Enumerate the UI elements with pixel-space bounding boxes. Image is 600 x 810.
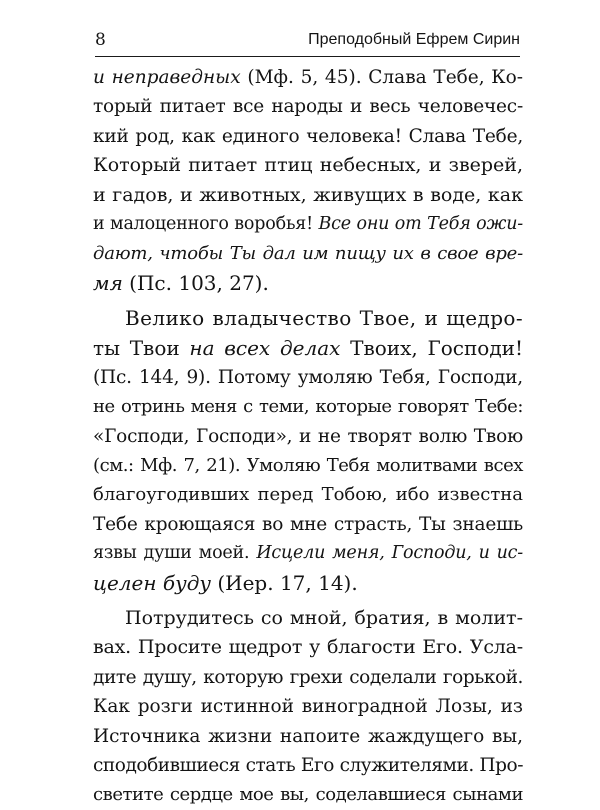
text-line	[93, 480, 523, 509]
text-line	[93, 210, 523, 239]
text-span: (см.: Мф. 7, 21). Умоляю Тебя молитвами всех	[93, 455, 523, 477]
body-text	[93, 63, 523, 810]
text-line	[93, 422, 523, 451]
text-span: Как розги истинной виноградной Лозы, из	[93, 696, 523, 718]
text-line	[93, 692, 523, 721]
italic-span: Исцели меня, Господи, и ис-	[256, 543, 523, 564]
text-line	[93, 304, 523, 333]
text-line	[93, 604, 523, 633]
text-span: ты Твои	[93, 335, 190, 360]
text-span: Тебе кроющаяся во мне страсть, Ты знаешь	[93, 513, 523, 535]
text-line	[93, 569, 523, 598]
text-line	[93, 539, 523, 568]
text-span: кий род, как единого человека! Слава Тебе,	[93, 125, 523, 147]
text-line	[93, 63, 523, 92]
italic-span: целен буду	[93, 570, 211, 595]
text-line	[93, 633, 523, 662]
text-span: торый питает все народы и весь человечес-	[93, 96, 523, 118]
text-line	[93, 780, 523, 809]
text-span: (Пс. 103, 27).	[122, 270, 269, 295]
text-line	[93, 510, 523, 539]
text-line	[93, 239, 523, 268]
text-line	[93, 451, 523, 480]
text-line	[93, 269, 523, 298]
text-line	[93, 92, 523, 121]
page-number: 8	[95, 30, 106, 50]
header-rule	[95, 56, 520, 57]
text-line	[93, 751, 523, 780]
text-span: «Господи, Господи», и не творят волю Твою	[93, 425, 523, 447]
paragraph	[93, 604, 523, 810]
text-line	[93, 181, 523, 210]
text-span: Источника жизни напоите жаждущего вы,	[93, 725, 523, 747]
text-line	[93, 392, 523, 421]
page-header	[95, 30, 520, 60]
text-line	[93, 122, 523, 151]
text-span: (Пс. 144, 9). Потому умоляю Тебя, Господи,	[93, 366, 523, 388]
text-span: язвы души моей.	[93, 543, 257, 564]
text-span: не отринь меня с теми, которые говорят Тебе:	[93, 396, 523, 418]
italic-span: и неправедных	[93, 67, 241, 88]
text-span: светите сердце мое вы, соделавшиеся сынами	[93, 784, 523, 806]
text-span: вах. Просите щедрот у благости Его. Усла-	[93, 636, 523, 659]
text-span: сподобившиеся стать Его служителями. Про-	[93, 754, 523, 776]
paragraph	[93, 304, 523, 598]
text-span: и гадов, и животных, живущих в воде, как	[93, 183, 523, 206]
text-span: и малоценного воробья!	[93, 213, 319, 234]
text-span: Который питает птиц небесных, и зверей,	[93, 154, 523, 177]
text-span: Потрудитесь со мной, братия, в молит-	[125, 607, 523, 630]
text-line	[93, 663, 523, 692]
italic-span: Все они от Тебя ожи-	[318, 213, 523, 234]
paragraph	[93, 63, 523, 298]
text-span: Твоих, Господи!	[340, 335, 523, 360]
running-title: Преподобный Ефрем Сирин	[308, 31, 520, 48]
text-line	[93, 722, 523, 751]
italic-span: мя	[93, 270, 123, 295]
text-span: (Мф. 5, 45). Слава Тебе, Ко-	[240, 67, 524, 88]
text-span: благоугодивших перед Тобою, ибо известна	[93, 484, 523, 506]
text-span: (Иер. 17, 14).	[210, 570, 358, 595]
text-line	[93, 363, 523, 392]
italic-span: дают, чтобы Ты дал им пищу их в свое вре-	[93, 243, 523, 265]
italic-span: на всех делах	[189, 335, 341, 360]
text-span: дите душу, которую грехи соделали горькой.	[93, 666, 523, 688]
text-line	[93, 151, 523, 180]
text-line	[93, 334, 523, 363]
text-span: Велико владычество Твое, и щедро-	[125, 306, 523, 331]
